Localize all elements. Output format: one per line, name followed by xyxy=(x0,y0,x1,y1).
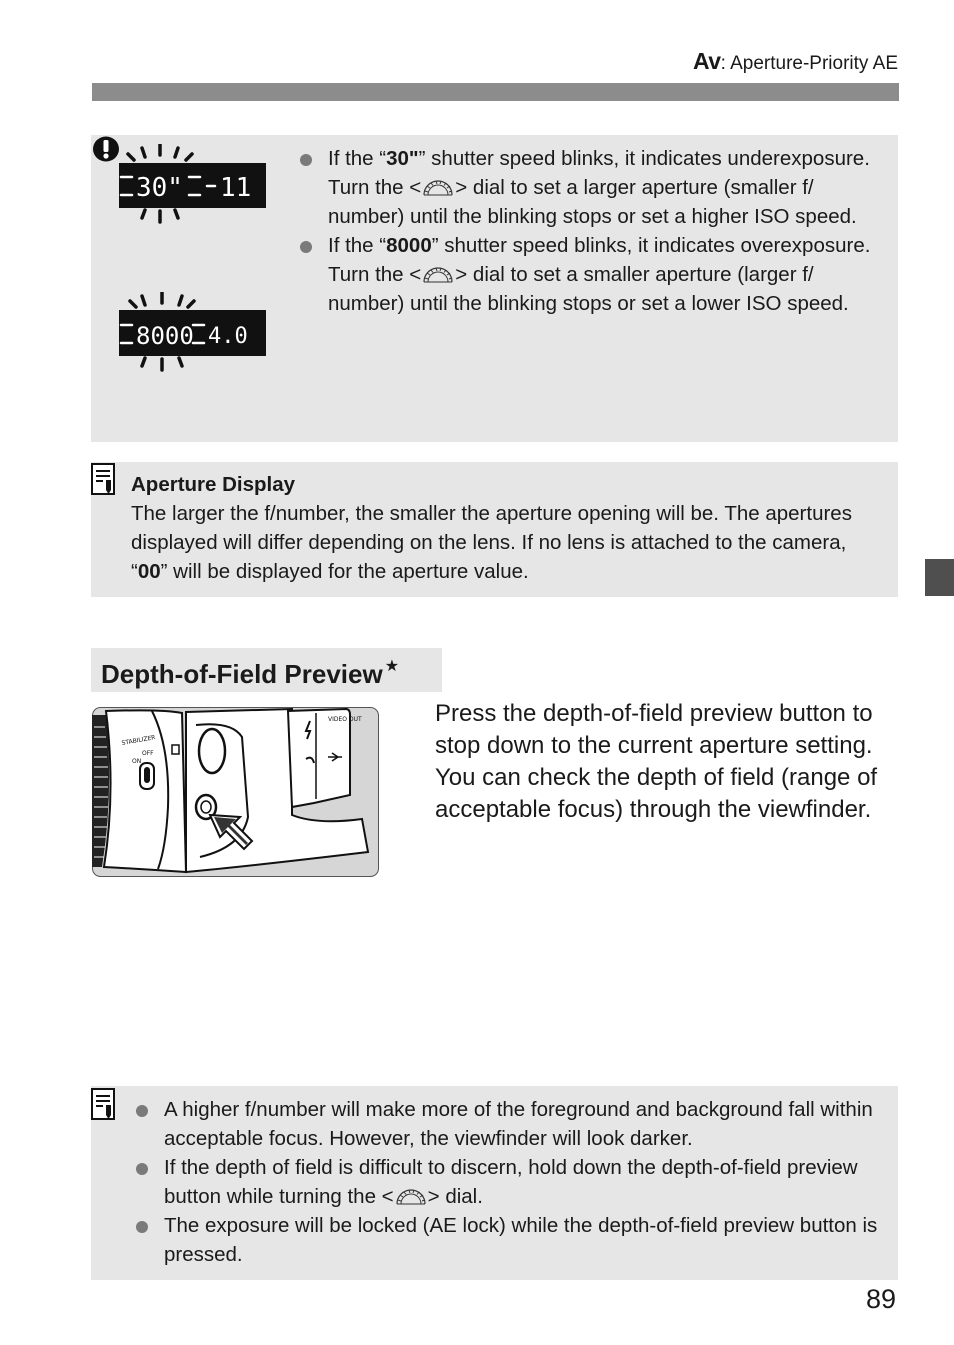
text-fragment: > dial to set a smaller aperture (larger f/ number) until the blinking stops or set a lower ISO speed. xyxy=(328,263,849,315)
stabilizer-label: STABILIZER xyxy=(121,734,157,747)
list-item xyxy=(136,1095,886,1153)
note-icon xyxy=(91,463,115,495)
text-fragment: ” will be displayed for the aperture value. xyxy=(160,560,529,583)
chapter-thumb-tab xyxy=(925,559,954,596)
text-fragment: If the “ xyxy=(328,147,387,170)
lcd-aperture-4: 4.0 xyxy=(208,324,248,349)
note-icon xyxy=(91,1088,115,1120)
text-fragment: > dial. xyxy=(427,1185,483,1208)
bullet-icon xyxy=(136,1163,148,1175)
text-fragment: A higher f/number will make more of the foreground and background fall within acceptable focus. However, the viewfinder will look darker. xyxy=(164,1098,873,1150)
list-item xyxy=(136,1211,886,1269)
header-rule xyxy=(92,83,899,101)
text-fragment: If the depth of field is difficult to discern, hold down the depth-of-field preview button while turning the < xyxy=(164,1156,858,1208)
text-fragment: If the “ xyxy=(328,234,387,257)
bullet-icon xyxy=(300,241,312,253)
shutter-value: 8000 xyxy=(386,234,432,257)
lcd-shutter-8000: 8000 xyxy=(136,322,194,350)
video-out-label: VIDEO OUT xyxy=(328,716,362,723)
dof-preview-description: Press the depth-of-field preview button to stop down to the current aperture setting. You can check the depth of field (range of acceptable focus) through the viewfinder. xyxy=(435,700,878,823)
advanced-star-icon: ★ xyxy=(384,658,400,675)
text-fragment: Turn the < xyxy=(328,263,422,286)
av-mode-symbol: Av xyxy=(693,48,721,74)
main-dial-icon xyxy=(394,1187,428,1205)
list-item xyxy=(300,144,875,231)
dof-notes-list xyxy=(136,1095,886,1269)
text-fragment: > dial to set a larger aperture (smaller f/ number) until the blinking stops or set a higher ISO speed. xyxy=(328,176,857,228)
text-fragment: ” shutter speed blinks, it indicates overexposure. xyxy=(431,234,871,257)
shutter-value: 30" xyxy=(386,147,419,170)
text-fragment: ” shutter speed blinks, it indicates underexposure. xyxy=(418,147,870,170)
header-title-text: : Aperture-Priority AE xyxy=(720,53,898,74)
page-header-title xyxy=(693,48,898,75)
list-item xyxy=(300,231,875,318)
lcd-shutter-30: 30" xyxy=(136,173,183,203)
main-dial-icon xyxy=(421,178,455,196)
text-fragment: The exposure will be locked (AE lock) while the depth-of-field preview button is pressed. xyxy=(164,1214,878,1266)
caution-list xyxy=(300,144,875,318)
stabilizer-on-label: ON xyxy=(132,758,142,765)
main-dial-icon xyxy=(421,265,455,283)
page-number: 89 xyxy=(866,1284,897,1314)
list-item xyxy=(136,1153,886,1211)
section-heading xyxy=(91,648,442,692)
lcd-panel-30sec xyxy=(112,144,272,224)
camera-dof-button-illustration xyxy=(92,707,379,877)
aperture-value: 00 xyxy=(137,560,161,583)
lcd-aperture-11: 11 xyxy=(220,173,252,203)
bullet-icon xyxy=(136,1105,148,1117)
aperture-note-text xyxy=(131,470,883,586)
section-heading-text: Depth-of-Field Preview xyxy=(101,659,383,689)
aperture-note-title: Aperture Display xyxy=(131,473,296,496)
bullet-icon xyxy=(136,1221,148,1233)
text-fragment: Turn the < xyxy=(328,176,422,199)
bullet-icon xyxy=(300,154,312,166)
lcd-panel-8000 xyxy=(112,292,272,372)
stabilizer-off-label: OFF xyxy=(142,750,154,757)
aperture-note-body xyxy=(131,499,883,586)
text-fragment: The larger the f/number, the smaller the aperture opening will be. The apertures displayed will differ depending on the lens. If no lens is attached to the camera, “ xyxy=(131,502,852,583)
